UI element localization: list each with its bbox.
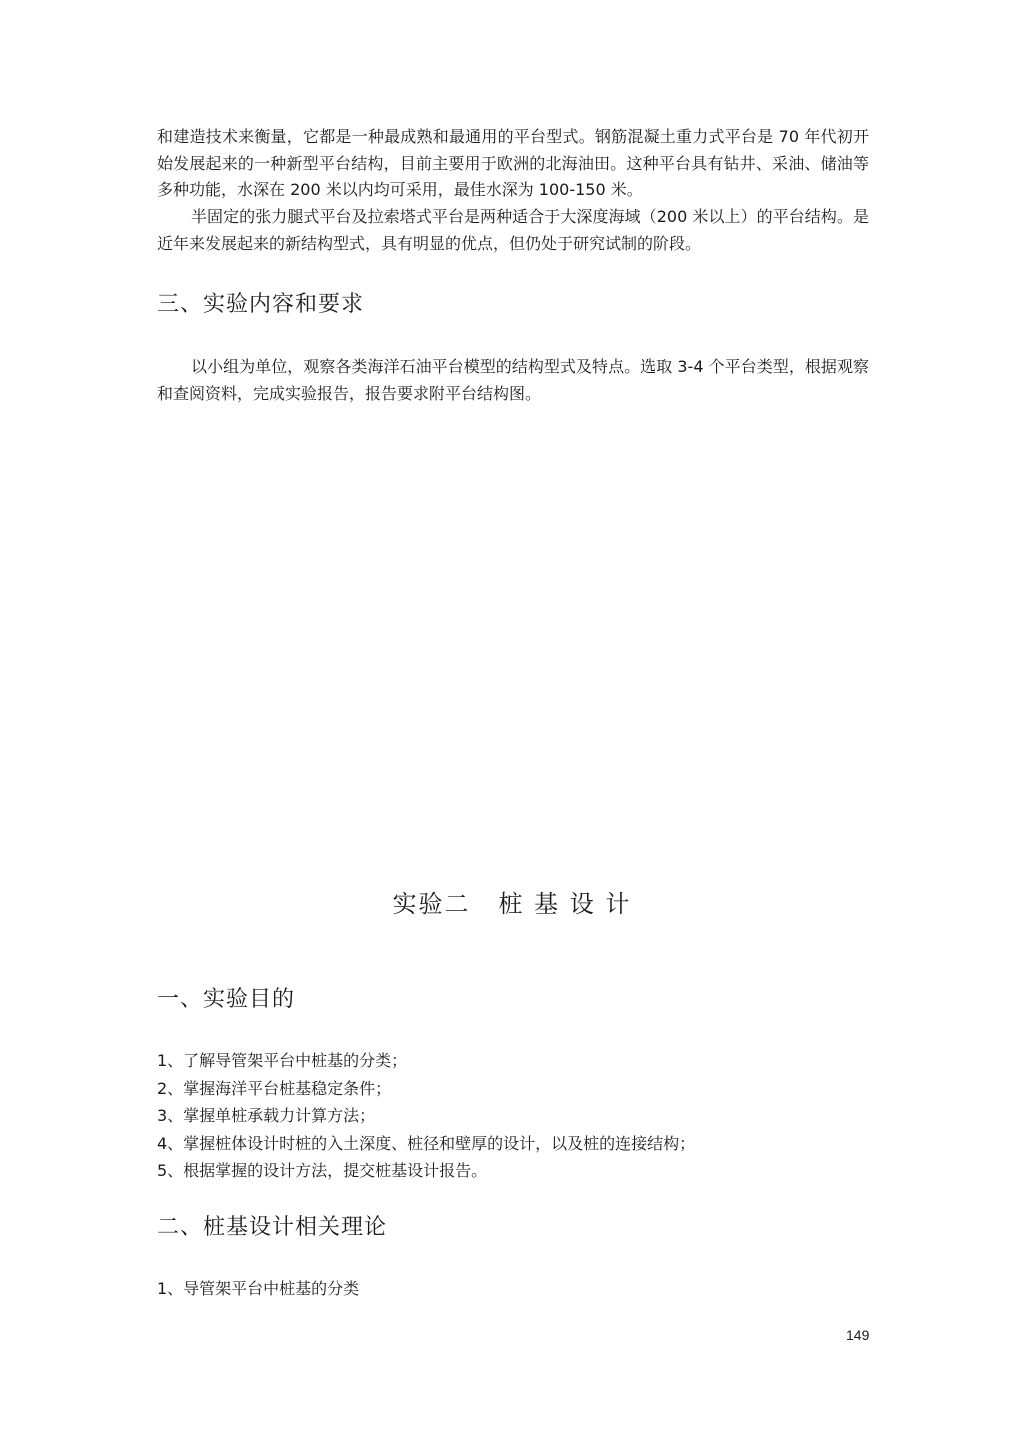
intro-paragraph-2: 半固定的张力腿式平台及拉索塔式平台是两种适合于大深度海域（200 米以上）的平台结构。是近年来发展起来的新结构型式，具有明显的优点，但仍处于研究试制的阶段。: [157, 207, 869, 253]
chapter-title: [0, 888, 1024, 920]
section-body-content-requirements: 以小组为单位，观察各类海洋石油平台模型的结构型式及特点。选取 3-4 个平台类型，根据观察和查阅资料，完成实验报告，报告要求附平台结构图。: [157, 357, 869, 403]
section-heading-content-requirements: 三、实验内容和要求: [157, 292, 365, 317]
list-item: 2、掌握海洋平台桩基稳定条件；: [157, 1078, 392, 1098]
list-item: 3、掌握单桩承载力计算方法；: [157, 1106, 376, 1125]
page-number: 149: [846, 1327, 870, 1343]
theory-first-item: 1、导管架平台中桩基的分类: [157, 1279, 360, 1298]
intro-paragraph-1: 和建造技术来衡量，它都是一种最成熟和最通用的平台型式。钢筋混凝土重力式平台是 70 年代初开始发展起来的一种新型平台结构，目前主要用于欧洲的北海油田。这种平台具有钻井、采油、储油等多种功能，水深在 200 米以内均可采用，最佳水深为 100-150 米。: [157, 127, 869, 199]
chapter-name: 桩 基 设 计: [498, 890, 632, 918]
section-heading-objectives: 一、实验目的: [157, 987, 296, 1012]
chapter-prefix: 实验二: [392, 890, 471, 918]
list-item: 1、了解导管架平台中桩基的分类；: [157, 1051, 408, 1070]
objectives-list: [157, 1047, 695, 1185]
list-item: 5、根据掌握的设计方法，提交桩基设计报告。: [157, 1161, 488, 1180]
list-item: 4、掌握桩体设计时桩的入土深度、桩径和壁厚的设计，以及桩的连接结构；: [157, 1133, 696, 1153]
section-heading-theory: 二、桩基设计相关理论: [157, 1215, 388, 1240]
